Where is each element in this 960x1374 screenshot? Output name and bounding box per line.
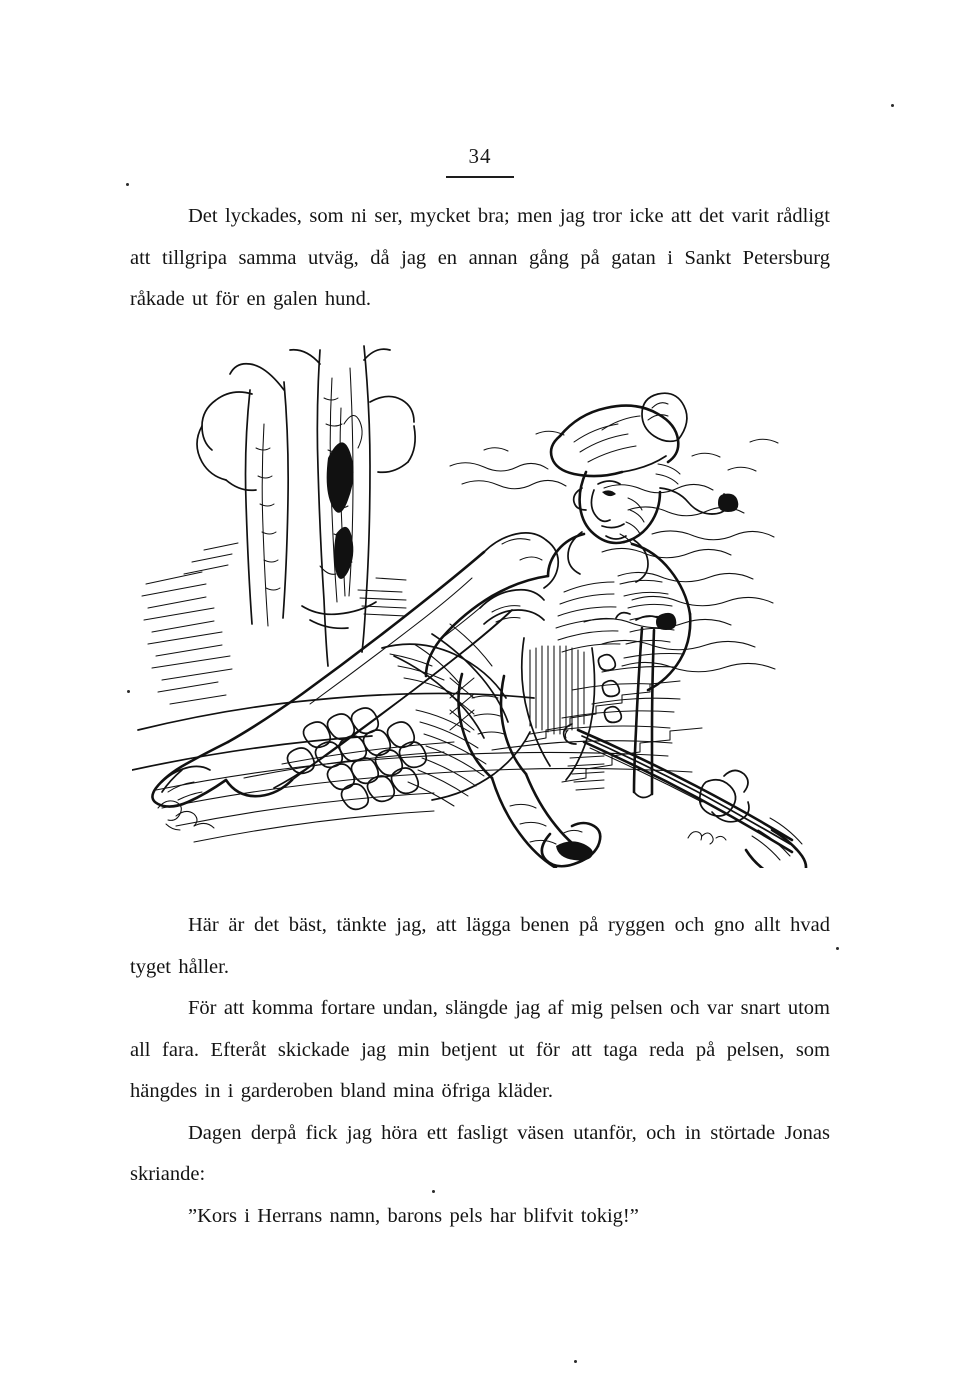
paragraph: Dagen derpå fick jag höra ett fasligt väsen utanför, och in störtade Jonas skriande: bbox=[130, 1121, 830, 1185]
text-block-lower bbox=[130, 905, 830, 1237]
paragraph-quotation: ”Kors i Herrans namn, barons pels har blifvit tokig!” bbox=[188, 1204, 639, 1227]
engraver-mark bbox=[688, 832, 726, 844]
sky-hatching-short bbox=[484, 431, 778, 471]
buckled-shoe bbox=[542, 823, 600, 866]
scan-speck bbox=[891, 104, 894, 107]
bare-tree-left-trunk bbox=[246, 382, 289, 626]
ground-hatching-left bbox=[142, 543, 238, 704]
scan-speck bbox=[836, 947, 839, 950]
scan-speck bbox=[574, 1360, 577, 1363]
paragraph: För att komma fortare undan, slängde jag af mig pelsen och var snart utom all fara. Efteråt skickade jag min betjent ut för att taga reda på pelsen, som hängdes in i garderoben bland mina öfriga kläder. bbox=[130, 997, 830, 1102]
pelisse-drape bbox=[394, 624, 508, 738]
engraving-canvas bbox=[132, 338, 822, 868]
text-block-upper bbox=[130, 196, 830, 321]
scan-speck bbox=[126, 183, 129, 186]
scan-speck bbox=[432, 1190, 435, 1193]
page-header bbox=[0, 146, 960, 178]
tricorn-hat bbox=[551, 393, 687, 476]
fur-pelisse bbox=[152, 533, 558, 807]
ground-line bbox=[132, 693, 534, 770]
paragraph: Det lyckades, som ni ser, mycket bra; men jag tror icke att det varit rådligt att tillgripa samma utväg, då jag en annan gång på gatan i Sankt Petersburg råkade ut för en galen hund. bbox=[130, 205, 830, 310]
page-number: 34 bbox=[468, 144, 492, 168]
illustration-baron-and-dog bbox=[132, 338, 822, 868]
header-rule bbox=[446, 176, 514, 178]
paragraph: Här är det bäst, tänkte jag, att lägga benen på ryggen och gno allt hvad tyget håller. bbox=[130, 914, 830, 978]
musket-shadow-hatching bbox=[568, 756, 604, 790]
flintlock-musket bbox=[564, 724, 806, 868]
tree-knot bbox=[320, 415, 362, 579]
tree-branches bbox=[197, 349, 415, 490]
scan-speck bbox=[127, 690, 130, 693]
